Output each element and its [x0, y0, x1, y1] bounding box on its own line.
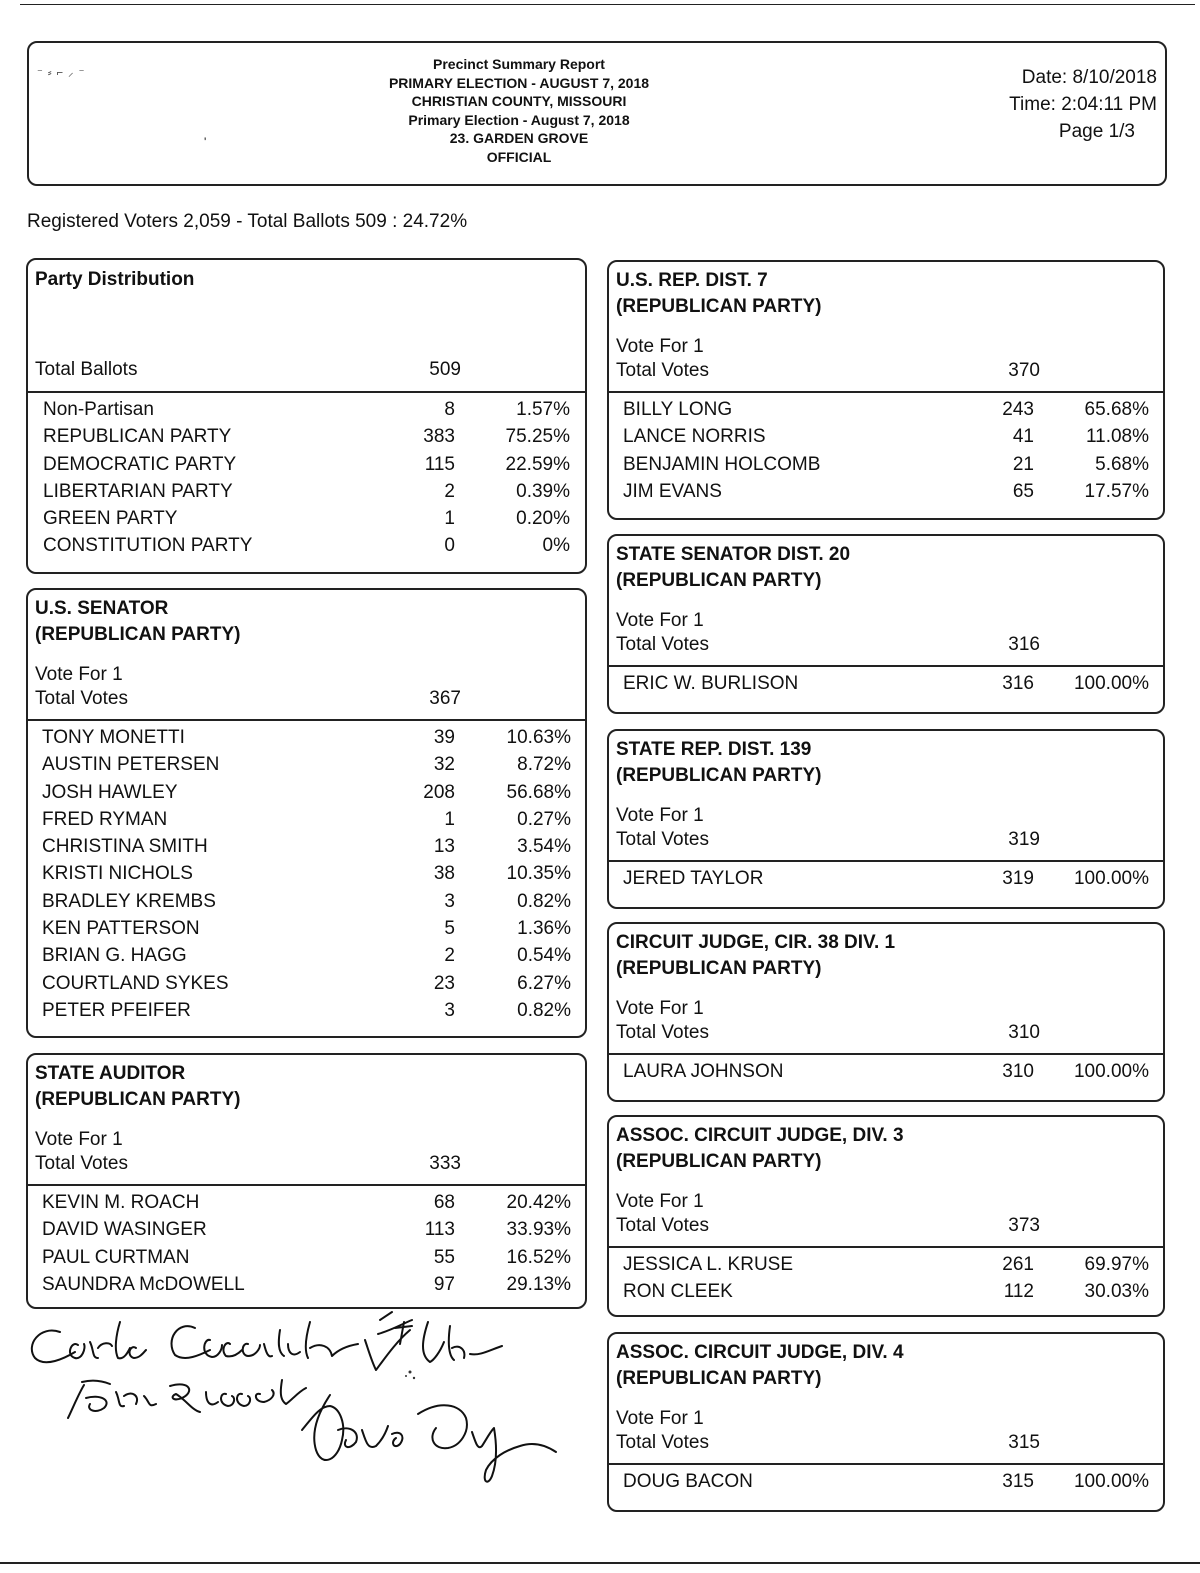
- vote-count: 243: [1002, 399, 1034, 420]
- vote-count: 55: [433, 1246, 455, 1268]
- separator: [609, 860, 1163, 862]
- candidate-name: JOSH HAWLEY: [42, 781, 178, 803]
- vote-count: 8: [444, 399, 455, 420]
- official-label: OFFICIAL: [486, 148, 552, 165]
- candidate-name: CHRISTINA SMITH: [42, 836, 208, 858]
- race-title: ASSOC. CIRCUIT JUDGE, DIV. 4: [616, 1342, 904, 1363]
- report-header: [27, 41, 1167, 186]
- total-votes-value: 333: [429, 1153, 461, 1174]
- separator: [28, 719, 585, 721]
- candidate-name: KRISTI NICHOLS: [42, 863, 193, 885]
- total-votes-label: Total Votes: [616, 360, 709, 381]
- vote-count: 261: [1002, 1254, 1034, 1275]
- candidate-row: [623, 1061, 1149, 1088]
- vote-count: 316: [1002, 673, 1034, 694]
- candidate-rows: [623, 1061, 1149, 1088]
- total-ballots-label: Total Ballots: [35, 359, 138, 380]
- vote-count: 310: [1002, 1061, 1034, 1082]
- vote-count: 38: [433, 863, 455, 885]
- race-title: STATE SENATOR DIST. 20: [616, 544, 851, 565]
- candidate-name: DOUG BACON: [623, 1471, 753, 1492]
- candidate-name: CONSTITUTION PARTY: [43, 535, 253, 557]
- candidate-name: DAVID WASINGER: [42, 1219, 207, 1241]
- vote-percent: 10.35%: [506, 863, 571, 885]
- vote-percent: 75.25%: [505, 426, 570, 448]
- vote-count: 0: [444, 535, 455, 557]
- candidate-name: SAUNDRA McDOWELL: [42, 1273, 245, 1295]
- total-votes-value: 370: [1008, 360, 1040, 381]
- total-votes-value: 316: [1008, 634, 1040, 655]
- race-box-us-senator: [26, 588, 587, 1038]
- scan-dot: ': [204, 135, 207, 149]
- vote-percent: 69.97%: [1084, 1254, 1149, 1275]
- vote-count: 68: [433, 1192, 455, 1213]
- race-party: (REPUBLICAN PARTY): [616, 958, 822, 979]
- vote-percent: 11.08%: [1085, 426, 1149, 448]
- race-title: STATE REP. DIST. 139: [616, 739, 812, 760]
- vote-percent: 1.36%: [517, 918, 571, 940]
- vote-percent: 33.93%: [506, 1219, 571, 1241]
- vote-percent: 6.27%: [517, 972, 571, 994]
- race-title: U.S. SENATOR: [35, 598, 169, 619]
- candidate-rows: [623, 399, 1149, 508]
- report-time: Time: 2:04:11 PM: [1009, 94, 1157, 115]
- separator: [28, 1184, 585, 1186]
- candidate-row: [42, 945, 571, 972]
- candidate-row: [623, 454, 1149, 481]
- candidate-name: FRED RYMAN: [42, 808, 168, 830]
- election-name: PRIMARY ELECTION - AUGUST 7, 2018: [388, 74, 650, 91]
- candidate-name: BRIAN G. HAGG: [42, 945, 187, 967]
- vote-count: 32: [433, 754, 455, 776]
- race-title: ASSOC. CIRCUIT JUDGE, DIV. 3: [616, 1125, 904, 1146]
- vote-percent: 100.00%: [1073, 1471, 1149, 1492]
- vote-count: 1: [444, 508, 455, 530]
- report-meta: [1009, 64, 1157, 145]
- candidate-row: [42, 1247, 571, 1274]
- vote-count: 39: [433, 727, 455, 748]
- candidate-row: [623, 673, 1149, 700]
- vote-percent: 100.00%: [1073, 673, 1149, 694]
- candidate-name: JESSICA L. KRUSE: [623, 1254, 794, 1275]
- vote-percent: 3.54%: [517, 836, 571, 858]
- candidate-name: LAURA JOHNSON: [623, 1061, 784, 1082]
- party-row: [43, 508, 570, 535]
- vote-percent: 8.72%: [517, 754, 571, 776]
- race-party: (REPUBLICAN PARTY): [35, 624, 241, 645]
- candidate-row: [623, 868, 1149, 895]
- race-title: U.S. REP. DIST. 7: [616, 270, 768, 291]
- vote-count: 21: [1012, 453, 1034, 475]
- party-row: [43, 535, 570, 562]
- vote-percent: 100.00%: [1073, 868, 1149, 889]
- race-box-state-senator-dist-20: [607, 534, 1165, 714]
- race-party: (REPUBLICAN PARTY): [616, 296, 822, 317]
- race-title: CIRCUIT JUDGE, CIR. 38 DIV. 1: [616, 932, 896, 953]
- vote-count: 2: [444, 480, 455, 502]
- vote-for-label: Vote For 1: [616, 1191, 704, 1212]
- candidate-name: JERED TAYLOR: [623, 868, 764, 889]
- candidate-row: [42, 973, 571, 1000]
- total-votes-row: [616, 829, 1157, 853]
- separator: [28, 391, 585, 393]
- vote-percent: 0.20%: [516, 508, 570, 530]
- vote-count: 315: [1002, 1471, 1034, 1492]
- vote-percent: 10.63%: [506, 727, 571, 748]
- party-row: [43, 454, 570, 481]
- vote-count: 13: [433, 836, 455, 858]
- total-votes-label: Total Votes: [616, 1215, 709, 1236]
- vote-percent: 0.54%: [517, 945, 571, 967]
- election-subtitle: Primary Election - August 7, 2018: [408, 111, 630, 128]
- candidate-row: [42, 727, 571, 754]
- candidate-name: Non-Partisan: [43, 399, 154, 420]
- report-title-block: [319, 55, 719, 166]
- vote-count: 65: [1012, 480, 1034, 502]
- race-party: (REPUBLICAN PARTY): [616, 570, 822, 591]
- candidate-name: BENJAMIN HOLCOMB: [623, 453, 821, 475]
- candidate-name: PAUL CURTMAN: [42, 1246, 190, 1268]
- total-votes-label: Total Votes: [616, 1022, 709, 1043]
- vote-count: 113: [424, 1219, 455, 1241]
- race-box-state-rep-dist-139: [607, 729, 1165, 909]
- candidate-rows: [623, 673, 1149, 700]
- race-party: (REPUBLICAN PARTY): [35, 1089, 241, 1110]
- total-ballots-row: [35, 359, 579, 383]
- vote-count: 1: [444, 808, 455, 830]
- candidate-row: [42, 918, 571, 945]
- candidate-row: [623, 399, 1149, 426]
- candidate-row: [42, 1274, 571, 1301]
- vote-percent: 0.39%: [516, 480, 570, 502]
- total-votes-row: [616, 360, 1157, 384]
- precinct-name: 23. GARDEN GROVE: [449, 130, 589, 146]
- race-party: (REPUBLICAN PARTY): [616, 765, 822, 786]
- vote-percent: 0.27%: [517, 808, 571, 830]
- total-votes-label: Total Votes: [35, 1153, 128, 1174]
- vote-percent: 5.68%: [1095, 453, 1149, 475]
- total-votes-row: [35, 688, 579, 712]
- candidate-row: [42, 782, 571, 809]
- vote-count: 208: [423, 781, 455, 803]
- vote-percent: 20.42%: [506, 1192, 571, 1213]
- county-name: CHRISTIAN COUNTY, MISSOURI: [411, 93, 627, 109]
- candidate-row: [623, 426, 1149, 453]
- candidate-row: [42, 809, 571, 836]
- total-votes-row: [616, 1432, 1157, 1456]
- total-votes-label: Total Votes: [616, 634, 709, 655]
- candidate-row: [42, 836, 571, 863]
- total-votes-value: 367: [429, 688, 461, 709]
- vote-for-label: Vote For 1: [616, 336, 704, 357]
- party-distribution-box: [26, 258, 587, 574]
- total-votes-row: [35, 1153, 579, 1177]
- vote-for-label: Vote For 1: [616, 1408, 704, 1429]
- report-title: Precinct Summary Report: [433, 56, 605, 72]
- race-box-assoc-circuit-judge-div-3: [607, 1115, 1165, 1317]
- candidate-rows: [623, 868, 1149, 895]
- vote-count: 23: [433, 972, 455, 994]
- race-party: (REPUBLICAN PARTY): [616, 1368, 822, 1389]
- separator: [609, 391, 1163, 393]
- report-date: Date: 8/10/2018: [1021, 67, 1157, 88]
- candidate-name: BRADLEY KREMBS: [42, 890, 216, 912]
- vote-percent: 1.57%: [516, 399, 570, 420]
- vote-percent: 56.68%: [506, 781, 571, 803]
- candidate-row: [42, 863, 571, 890]
- candidate-row: [623, 1281, 1149, 1308]
- total-votes-row: [616, 1022, 1157, 1046]
- party-row: [43, 426, 570, 453]
- candidate-name: PETER PFEIFER: [42, 999, 191, 1021]
- separator: [609, 1053, 1163, 1055]
- candidate-name: LIBERTARIAN PARTY: [43, 480, 233, 502]
- total-votes-value: 315: [1008, 1432, 1040, 1453]
- separator: [609, 1463, 1163, 1465]
- candidate-row: [42, 754, 571, 781]
- candidate-name: BILLY LONG: [623, 399, 733, 420]
- total-votes-label: Total Votes: [616, 1432, 709, 1453]
- vote-count: 3: [444, 999, 455, 1021]
- candidate-row: [623, 481, 1149, 508]
- scan-mark: ⁻ ⸗ ⌐ ⸝ ⁻: [37, 67, 86, 79]
- candidate-row: [42, 1192, 571, 1219]
- vote-for-label: Vote For 1: [616, 805, 704, 826]
- candidate-rows: [623, 1471, 1149, 1498]
- party-rows: [43, 399, 570, 563]
- race-title: STATE AUDITOR: [35, 1063, 186, 1084]
- vote-percent: 0%: [542, 535, 570, 557]
- race-box-us-rep-dist-7: [607, 260, 1165, 520]
- race-box-state-auditor: [26, 1053, 587, 1309]
- vote-count: 41: [1012, 426, 1034, 448]
- vote-count: 5: [444, 918, 455, 940]
- candidate-name: COURTLAND SYKES: [42, 972, 229, 994]
- candidate-name: LANCE NORRIS: [623, 426, 766, 448]
- vote-count: 115: [424, 453, 455, 475]
- total-votes-label: Total Votes: [35, 688, 128, 709]
- candidate-rows: [42, 1192, 571, 1301]
- candidate-row: [42, 1000, 571, 1027]
- total-votes-value: 310: [1008, 1022, 1040, 1043]
- candidate-name: KEVIN M. ROACH: [42, 1192, 200, 1213]
- candidate-name: KEN PATTERSON: [42, 918, 200, 940]
- candidate-name: GREEN PARTY: [43, 508, 178, 530]
- vote-count: 112: [1003, 1281, 1034, 1303]
- vote-count: 3: [444, 890, 455, 912]
- total-votes-value: 373: [1008, 1215, 1040, 1236]
- vote-percent: 29.13%: [506, 1273, 571, 1295]
- vote-count: 319: [1002, 868, 1034, 889]
- party-row: [43, 399, 570, 426]
- vote-count: 2: [444, 945, 455, 967]
- candidate-name: RON CLEEK: [623, 1281, 733, 1303]
- total-votes-value: 319: [1008, 829, 1040, 850]
- top-rule: [20, 0, 1195, 5]
- candidate-name: AUSTIN PETERSEN: [42, 754, 220, 776]
- vote-percent: 100.00%: [1073, 1061, 1149, 1082]
- vote-percent: 16.52%: [506, 1246, 571, 1268]
- candidate-name: ERIC W. BURLISON: [623, 673, 799, 694]
- race-box-circuit-judge-cir-38-div-1: [607, 922, 1165, 1102]
- candidate-name: REPUBLICAN PARTY: [43, 426, 232, 448]
- vote-percent: 17.57%: [1084, 480, 1149, 502]
- bottom-rule: [0, 1562, 1200, 1564]
- candidate-name: TONY MONETTI: [42, 727, 185, 748]
- party-distribution-title: Party Distribution: [35, 269, 195, 290]
- candidate-row: [623, 1254, 1149, 1281]
- vote-count: 383: [423, 426, 455, 448]
- vote-percent: 22.59%: [505, 453, 570, 475]
- registration-summary: Registered Voters 2,059 - Total Ballots 509 : 24.72%: [27, 211, 468, 232]
- signatures: [20, 1300, 590, 1510]
- vote-for-label: Vote For 1: [35, 664, 123, 685]
- vote-percent: 0.82%: [517, 890, 571, 912]
- candidate-rows: [623, 1254, 1149, 1309]
- candidate-row: [623, 1471, 1149, 1498]
- race-party: (REPUBLICAN PARTY): [616, 1151, 822, 1172]
- party-row: [43, 481, 570, 508]
- vote-percent: 30.03%: [1084, 1281, 1149, 1303]
- vote-percent: 0.82%: [517, 999, 571, 1021]
- total-votes-row: [616, 1215, 1157, 1239]
- vote-count: 97: [433, 1273, 455, 1295]
- separator: [609, 1246, 1163, 1248]
- total-votes-label: Total Votes: [616, 829, 709, 850]
- vote-for-label: Vote For 1: [616, 610, 704, 631]
- candidate-row: [42, 891, 571, 918]
- candidate-name: DEMOCRATIC PARTY: [43, 453, 237, 475]
- vote-for-label: Vote For 1: [616, 998, 704, 1019]
- candidate-name: JIM EVANS: [623, 480, 722, 502]
- vote-for-label: Vote For 1: [35, 1129, 123, 1150]
- race-box-assoc-circuit-judge-div-4: [607, 1332, 1165, 1512]
- separator: [609, 665, 1163, 667]
- total-ballots-value: 509: [429, 359, 461, 380]
- page-number: Page 1/3: [1058, 121, 1135, 142]
- vote-percent: 65.68%: [1084, 399, 1149, 420]
- total-votes-row: [616, 634, 1157, 658]
- candidate-row: [42, 1219, 571, 1246]
- candidate-rows: [42, 727, 571, 1027]
